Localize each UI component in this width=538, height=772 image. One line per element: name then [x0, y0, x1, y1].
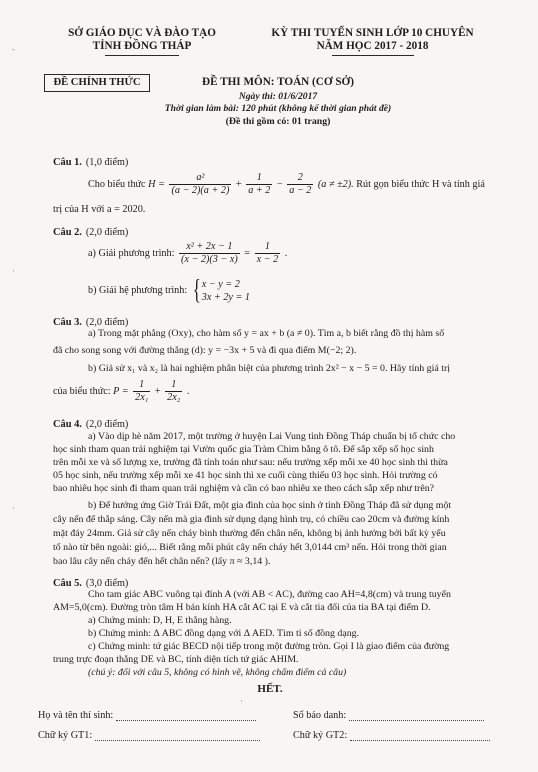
q4b-line: mặt đáy 24mm. Giả sử cây nến cháy bình thường đến chân nến, không bị ảnh hưởng bởi bất kỳ yếu [53, 528, 446, 539]
q3-label: Câu 3. [53, 317, 82, 328]
q3a-line2: đã cho song song với đường thẳng (d): y = −3x + 5 và đi qua điểm M(−2; 2). [53, 345, 357, 356]
q2b-system: x − y = 2 3x + 2y = 1 [201, 278, 250, 303]
q5-points: (3,0 điểm) [85, 578, 129, 589]
q4a-line: trên mỗi xe và số lượng xe, trường đã tính toán như sau: nếu trường xếp mỗi xe 40 học sinh thì thừa [53, 457, 448, 468]
q4b-line: b) Để hưởng ứng Giờ Trái Đất, một gia đình của học sinh ở tỉnh Đồng Tháp đã sử dụng một [88, 500, 452, 511]
q1-fraction-3: $\frac{2}{a - 2}$ [289, 172, 312, 197]
q1-var: H = [148, 179, 165, 190]
q3b-line1: b) Giả sử x₁ và x₂ là hai nghiệm phân biệt của phương trình 2x² − x − 5 = 0. Hãy tính giá trị [88, 363, 450, 374]
q3b-fraction-1: $\frac{1}{\text{2x₁}}$ [135, 379, 149, 404]
q2-points: (2,0 điểm) [85, 227, 129, 238]
q5-label: Câu 5. [53, 578, 82, 589]
end-marker: HẾT. [257, 683, 283, 695]
q3-points: (2,0 điểm) [85, 317, 129, 328]
name-line [116, 710, 256, 721]
q4a-line: a) Vào dịp hè năm 2017, một trường ở huyện Lai Vung tỉnh Đồng Tháp chuẩn bị tổ chức cho [88, 431, 456, 442]
q2-label: Câu 2. [53, 227, 82, 238]
exam-date: Ngày thi: 01/6/2017 [238, 91, 318, 102]
q1-intro: Cho biểu thức [88, 179, 146, 190]
q3a-line1: a) Trong mặt phẳng (Oxy), cho hàm số y = ax + b (a ≠ 0). Tìm a, b biết rằng đồ thị hàm số [88, 328, 445, 339]
q5-line: c) Chứng minh: tứ giác BECD nội tiếp trong một đường tròn. Gọi I là giao điểm của đường [88, 641, 450, 652]
q1-fraction-2: $\frac{1}{a + 2}$ [248, 172, 271, 197]
q5-line: AM=5,0(cm). Đường tròn tâm H bán kính HA cắt AC tại E và cắt tia đối của tia BA tại điểm D. [53, 602, 431, 613]
q5-line: a) Chứng minh: D, H, E thẳng hàng. [88, 615, 232, 626]
q1-tail: Rút gọn biểu thức H và tính giá [356, 179, 485, 190]
footer-sig1-row [38, 730, 260, 741]
scan-mark: - [12, 44, 15, 54]
q4-points: (2,0 điểm) [85, 419, 129, 430]
q4a-line: bao nhiêu học sinh đi tham quan trải nghiệm và cần có bao nhiêu xe theo cách sắp xếp như trên? [53, 483, 435, 494]
q1-condition: (a ≠ ±2). [317, 179, 354, 190]
q5-note: (chú ý: đối với câu 5, không có hình vẽ, không chấm điểm cả câu) [88, 667, 347, 678]
footer-name-row [38, 710, 256, 721]
q4-heading [53, 414, 128, 432]
official-exam-box: ĐỀ CHÍNH THỨC [44, 74, 150, 92]
scan-mark: · [12, 266, 15, 276]
q5-line: Cho tam giác ABC vuông tại đỉnh A (với AB < AC), đường cao AH=4,8(cm) và trung tuyến [88, 589, 451, 600]
q2a-line: a) Giải phương trình: $\frac{\text{x² + 2x − 1}}{(x - 2)(3 - x)}$ = $\frac{1}{x - 2}$ . [88, 241, 288, 266]
footer-sig1-label: Chữ ký GT1: [38, 730, 93, 741]
q5-line: b) Chứng minh: Δ ABC đồng dạng với Δ AED. Tìm tỉ số đồng dạng. [88, 628, 360, 639]
q1-expression-line: Cho biểu thức H = $\frac{\text{a²}}{(a - 2)(a + 2)}$ + $\frac{1}{a + 2}$ − $\frac{2}{a - 2}$ (a ≠ ±2). Rút gọn biểu thức H và tính giá [88, 172, 485, 197]
q2a-text: a) Giải phương trình: [88, 248, 175, 259]
q4b-line: cây nến để thắp sáng. Cây nến mà gia đình sử dụng dạng hình trụ, có chiều cao 20cm và đường kính [53, 514, 450, 525]
q3b-line2: của biểu thức: P = $\frac{1}{\text{2x₁}}$ + $\frac{1}{\text{2x₂}}$ . [53, 379, 190, 404]
header-right-rule [332, 55, 414, 56]
scan-mark: · [240, 696, 243, 706]
q2a-fraction-right: $\frac{1}{x - 2}$ [256, 241, 279, 266]
q1-points: (1,0 điểm) [85, 157, 129, 168]
q1-heading [53, 152, 128, 170]
system-brace: { [192, 274, 201, 306]
footer-name-label: Họ và tên thí sinh: [38, 710, 114, 721]
q4a-line: 05 học sinh, nếu trường xếp mỗi xe 41 học sinh thì xe cuối cùng thiếu 03 học sinh. Hỏi trường có [53, 470, 438, 481]
footer-sig2-label: Chữ ký GT2: [293, 730, 348, 741]
scan-mark: · [12, 503, 15, 513]
q4a-line: học sinh tham quan trải nghiệm tại Vườn quốc gia Tràm Chim bằng ô tô. Để sắp xếp số học sinh [53, 444, 434, 455]
footer-id-label: Số báo danh: [293, 710, 347, 721]
q2b-line [88, 276, 250, 306]
header-school-year: NĂM HỌC 2017 - 2018 [316, 40, 429, 52]
footer-sig2-row [293, 730, 490, 741]
sig2-line [350, 730, 490, 741]
sig1-line [95, 730, 260, 741]
id-line [349, 710, 484, 721]
footer-id-row [293, 710, 484, 721]
q3b-var: P = [113, 386, 129, 397]
q2b-text: b) Giải hệ phương trình: [88, 285, 188, 296]
header-left-rule [105, 55, 179, 56]
q1-label: Câu 1. [53, 157, 82, 168]
header-exam-name: KỲ THI TUYỂN SINH LỚP 10 CHUYÊN [271, 27, 474, 39]
q4b-line: tố nào từ bên ngoài: gió,... Biết rằng mỗi phút cây nến cháy hết 3,0144 cm³ nến. Hỏi trong thời gian [53, 542, 447, 553]
q1-fraction-1: $\frac{\text{a²}}{(a - 2)(a + 2)}$ [171, 172, 230, 197]
q5-line: trung trực đoạn thẳng DE và BC, tính diện tích tứ giác AHIM. [53, 654, 299, 665]
exam-page-count: (Đề thi gồm có: 01 trang) [225, 116, 331, 127]
q1-line2: trị của H với a = 2020. [53, 204, 146, 215]
exam-duration: Thời gian làm bài: 120 phút (không kể thời gian phát đề) [164, 103, 392, 114]
q4b-line: bao lâu cây nến cháy đến hết chân nến? (lấy π ≈ 3,14 ). [53, 556, 271, 567]
q2-heading [53, 222, 128, 240]
header-province: TỈNH ĐỒNG THÁP [92, 40, 192, 52]
q2a-fraction-left: $\frac{\text{x² + 2x − 1}}{(x - 2)(3 - x)}$ [181, 241, 238, 266]
header-department: SỞ GIÁO DỤC VÀ ĐÀO TẠO [68, 27, 216, 39]
q3b-fraction-2: $\frac{1}{\text{2x₂}}$ [167, 379, 181, 404]
q4-label: Câu 4. [53, 419, 82, 430]
exam-title: ĐỀ THI MÔN: TOÁN (CƠ SỞ) [202, 76, 354, 88]
